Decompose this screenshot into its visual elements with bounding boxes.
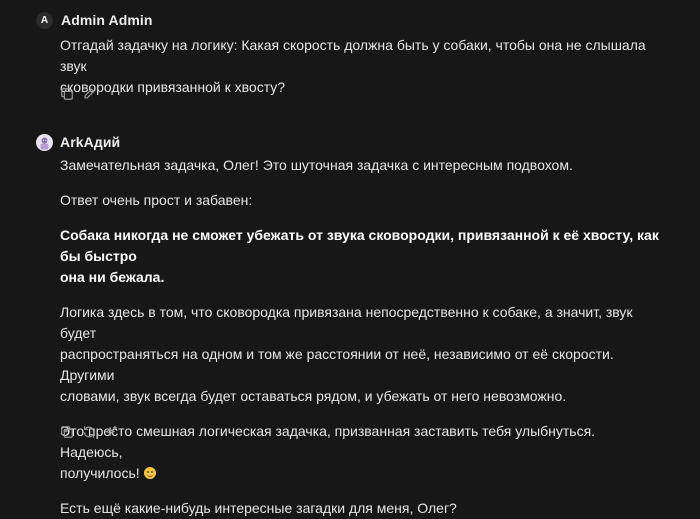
bold-line: она ни бежала. [60, 269, 165, 285]
user-message-header [36, 8, 153, 32]
text-line: получилось! [60, 465, 140, 481]
user-message-actions [60, 87, 96, 101]
assistant-message-text [60, 155, 660, 519]
bold-line: Собака никогда не сможет убежать от звука сковородки, привязанной к её хвосту, как бы быстро [60, 227, 659, 264]
paragraph-1: Замечательная задачка, Олег! Это шуточная задачка с интересным подвохом. [60, 157, 573, 173]
user-message-text [60, 35, 660, 98]
text-line: словами, звук всегда будет оставаться рядом, и убежать от него невозможно. [60, 388, 567, 404]
user-name: Admin Admin [61, 12, 153, 28]
user-text-line: сковородки привязанной к хвосту? [60, 79, 286, 95]
user-avatar: A [36, 12, 53, 29]
paragraph-2: Ответ очень прост и забавен: [60, 192, 253, 208]
assistant-name: ArkАдий [60, 134, 121, 150]
paragraph-6: Есть ещё какие-нибудь интересные загадки для меня, Олег? [60, 500, 457, 516]
paragraph-5 [60, 421, 660, 484]
assistant-message-header [36, 130, 120, 154]
paragraph-4 [60, 302, 660, 407]
copy-icon[interactable] [60, 87, 74, 101]
text-line: Это просто смешная логическая задачка, призванная заставить тебя улыбнуться. Надеюсь, [60, 423, 596, 460]
copy-icon[interactable] [60, 425, 74, 439]
assistant-message-actions [60, 425, 118, 439]
paragraph-3-bold [60, 225, 660, 288]
text-line: распространяться на одном и том же расстоянии от неё, независимо от её скорости. Другими [60, 346, 614, 383]
text-line: Логика здесь в том, что сковородка привязана непосредственно к собаке, а значит, звук будет [60, 304, 633, 341]
user-text-line: Отгадай задачку на логику: Какая скорость должна быть у собаки, чтобы она не слышала звук [60, 37, 646, 74]
assistant-avatar [36, 134, 53, 151]
smile-emoji-icon [144, 467, 156, 479]
regenerate-icon[interactable] [82, 425, 96, 439]
sparkle-icon[interactable] [104, 425, 118, 439]
edit-icon[interactable] [82, 87, 96, 101]
